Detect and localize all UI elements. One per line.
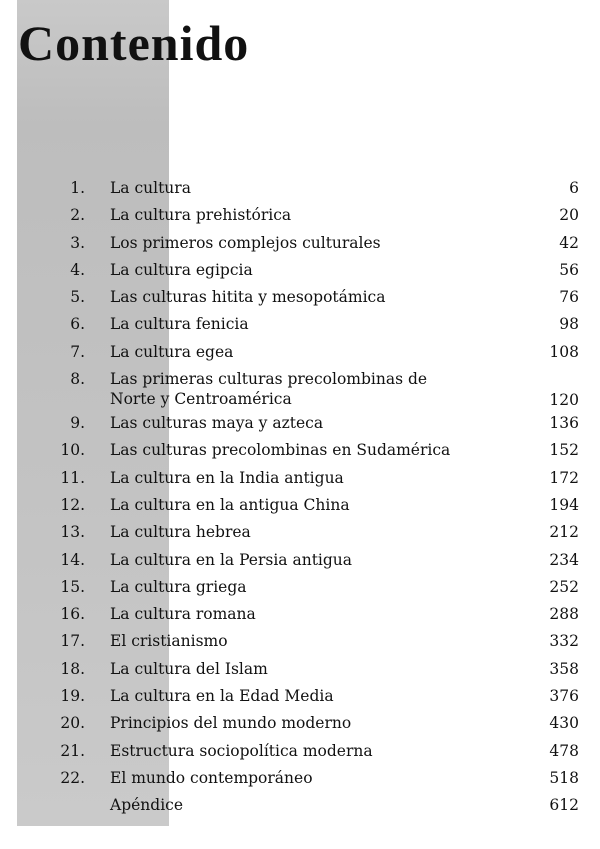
toc-entry-number: 18. <box>60 659 85 678</box>
toc-entry-title <box>110 205 510 225</box>
toc-entry-title <box>110 741 510 761</box>
toc-entry-page-number: 20 <box>559 206 579 225</box>
toc-entry-number: 19. <box>60 687 85 706</box>
toc-entry-title-line: La cultura del Islam <box>110 659 268 678</box>
toc-entry-page-number: 98 <box>559 315 579 334</box>
toc-entry[interactable] <box>0 233 600 260</box>
toc-entry[interactable] <box>0 287 600 314</box>
toc-entry-number: 17. <box>60 632 85 651</box>
toc-entry[interactable] <box>0 631 600 658</box>
toc-entry-page-number: 56 <box>559 260 579 279</box>
toc-entry[interactable] <box>0 495 600 522</box>
toc-entry-number: 15. <box>60 577 85 596</box>
toc-entry[interactable] <box>0 369 600 413</box>
toc-entry-title-line: La cultura romana <box>110 605 256 624</box>
toc-entry-page-number: 152 <box>549 441 579 460</box>
toc-entry-title-line: Las culturas hitita y mesopotámica <box>110 288 386 307</box>
toc-entry-number: 20. <box>60 714 85 733</box>
toc-entry[interactable] <box>0 659 600 686</box>
toc-entry-number: 10. <box>60 441 85 460</box>
toc-entry[interactable] <box>0 768 600 795</box>
toc-entry-title <box>110 795 510 815</box>
toc-entry-page-number: 194 <box>549 495 579 514</box>
toc-entry-title-line: El mundo contemporáneo <box>110 768 313 787</box>
toc-entry-number: 5. <box>70 288 85 307</box>
toc-entry-title <box>110 314 510 334</box>
toc-entry-title-line: La cultura en la India antigua <box>110 468 344 487</box>
toc-entry[interactable] <box>0 577 600 604</box>
toc-entry-title <box>110 604 510 624</box>
toc-entry-title <box>110 577 510 597</box>
toc-entry[interactable] <box>0 205 600 232</box>
toc-entry-title <box>110 495 510 515</box>
toc-entry-page-number: 108 <box>549 342 579 361</box>
toc-entry[interactable] <box>0 522 600 549</box>
toc-entry-page-number: 42 <box>559 233 579 252</box>
toc-entry-number: 11. <box>60 468 85 487</box>
toc-entry-title <box>110 468 510 488</box>
toc-entry-page-number: 252 <box>549 577 579 596</box>
toc-entry-title-line: Las culturas maya y azteca <box>110 414 324 433</box>
toc-entry-title-line: La cultura egipcia <box>110 260 253 279</box>
toc-entry-page-number: 358 <box>549 659 579 678</box>
toc-entry-number: 16. <box>60 605 85 624</box>
toc-entry[interactable] <box>0 413 600 440</box>
toc-entry-title <box>110 260 510 280</box>
toc-entry-title-line: La cultura hebrea <box>110 523 251 542</box>
toc-entry-page-number: 376 <box>549 687 579 706</box>
table-of-contents <box>0 178 600 823</box>
toc-entry-page-number: 76 <box>559 288 579 307</box>
toc-entry-page-number: 332 <box>549 632 579 651</box>
toc-entry-title-line: La cultura griega <box>110 577 247 596</box>
toc-entry[interactable] <box>0 686 600 713</box>
toc-entry-title <box>110 631 510 651</box>
toc-entry-number: 22. <box>60 768 85 787</box>
toc-entry-title <box>110 369 510 409</box>
toc-entry-number: 8. <box>70 370 85 389</box>
toc-entry-page-number: 612 <box>549 796 579 815</box>
toc-entry-title-line: Las culturas precolombinas en Sudamérica <box>110 441 451 460</box>
toc-entry[interactable] <box>0 795 600 822</box>
toc-entry-number: 1. <box>70 179 85 197</box>
toc-entry-title <box>110 233 510 253</box>
toc-entry[interactable] <box>0 550 600 577</box>
toc-entry[interactable] <box>0 713 600 740</box>
toc-entry-title <box>110 768 510 788</box>
toc-entry-number: 2. <box>70 206 85 225</box>
toc-entry-page-number: 212 <box>549 523 579 542</box>
toc-entry-page-number: 120 <box>549 391 579 410</box>
toc-entry-page-number: 478 <box>549 741 579 760</box>
toc-entry-page-number: 172 <box>549 468 579 487</box>
toc-entry-title-line: La cultura egea <box>110 342 234 361</box>
toc-entry-page-number: 136 <box>549 414 579 433</box>
toc-entry-page-number: 6 <box>569 179 579 197</box>
toc-entry-page-number: 518 <box>549 768 579 787</box>
toc-entry-title <box>110 522 510 542</box>
toc-entry-title <box>110 178 510 198</box>
toc-entry[interactable] <box>0 342 600 369</box>
toc-entry-title-line: Norte y Centroamérica <box>110 390 292 409</box>
toc-entry-title-line: La cultura en la Edad Media <box>110 687 334 706</box>
toc-entry-title <box>110 440 510 460</box>
toc-entry-page-number: 234 <box>549 550 579 569</box>
toc-entry-title-line: La cultura en la Persia antigua <box>110 550 353 569</box>
toc-entry[interactable] <box>0 468 600 495</box>
toc-entry[interactable] <box>0 314 600 341</box>
toc-entry-title <box>110 287 510 307</box>
toc-entry[interactable] <box>0 178 600 205</box>
toc-entry-title-line: El cristianismo <box>110 632 228 651</box>
toc-entry-number: 14. <box>60 550 85 569</box>
toc-entry-title-line: Apéndice <box>110 796 184 815</box>
toc-entry-title-line: La cultura en la antigua China <box>110 495 350 514</box>
toc-entry-page-number: 430 <box>549 714 579 733</box>
toc-entry-title-line: La cultura prehistórica <box>110 206 292 225</box>
toc-entry[interactable] <box>0 260 600 287</box>
toc-entry-number: 7. <box>70 342 85 361</box>
page-title: Contenido <box>18 15 250 71</box>
toc-entry-title-line: Estructura sociopolítica moderna <box>110 741 373 760</box>
toc-entry-title <box>110 659 510 679</box>
toc-entry-title <box>110 713 510 733</box>
toc-entry-number: 12. <box>60 495 85 514</box>
toc-entry-title <box>110 342 510 362</box>
toc-entry-number: 4. <box>70 260 85 279</box>
toc-entry-page-number: 288 <box>549 605 579 624</box>
toc-entry[interactable] <box>0 604 600 631</box>
toc-entry-number: 21. <box>60 741 85 760</box>
toc-entry[interactable] <box>0 741 600 768</box>
toc-entry[interactable] <box>0 440 600 467</box>
toc-entry-title <box>110 550 510 570</box>
toc-entry-title-line: Principios del mundo moderno <box>110 714 352 733</box>
toc-entry-title-line: Los primeros complejos culturales <box>110 233 381 252</box>
toc-entry-number: 6. <box>70 315 85 334</box>
toc-entry-title-line: Las primeras culturas precolombinas de <box>110 370 428 389</box>
toc-entry-title-line: La cultura <box>110 179 191 197</box>
toc-entry-number: 13. <box>60 523 85 542</box>
toc-entry-title <box>110 686 510 706</box>
toc-entry-number: 9. <box>70 414 85 433</box>
toc-entry-number: 3. <box>70 233 85 252</box>
toc-entry-title-line: La cultura fenicia <box>110 315 249 334</box>
toc-entry-title <box>110 413 510 433</box>
